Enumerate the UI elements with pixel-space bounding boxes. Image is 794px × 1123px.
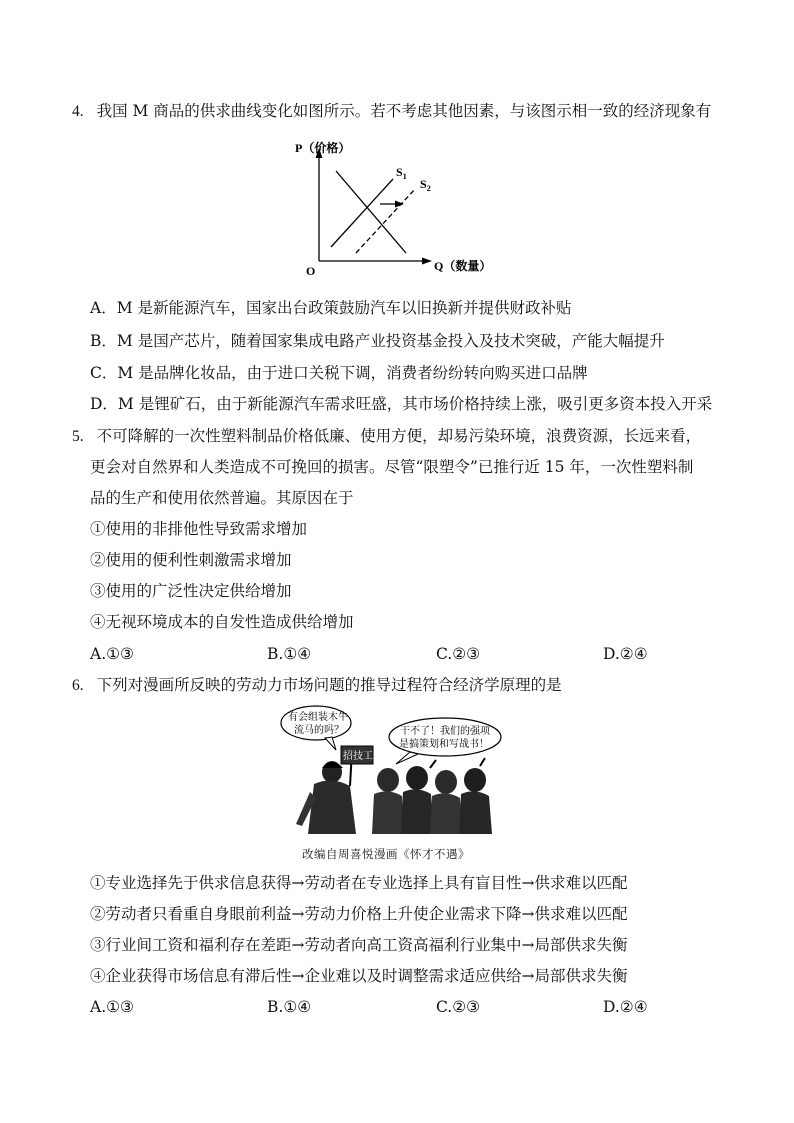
q4-supply-demand-graph <box>288 134 508 282</box>
q5-choice-c: C.②③ <box>436 645 481 663</box>
q5-stem-line-3: 品的生产和使用依然普遍。其原因在于 <box>90 489 354 507</box>
recruit-sign-text: 招技工 <box>343 751 373 762</box>
origin-label: O <box>306 264 316 278</box>
q5-number: 5. <box>72 428 84 445</box>
q5-item-4: ④无视环境成本的自发性造成供给增加 <box>90 613 354 631</box>
q6-choice-b: B.①④ <box>267 998 312 1016</box>
q5-choices <box>0 644 794 666</box>
q6-choices <box>0 997 794 1019</box>
bubble-right-line-1: 干不了！我们的强项 <box>400 726 490 737</box>
scholars-group <box>372 758 492 834</box>
q6-item-2: ②劳动者只看重自身眼前利益→劳动力价格上升使企业需求下降→供求难以匹配 <box>90 905 628 923</box>
q6-number: 6. <box>72 677 84 694</box>
q5-choice-a: A.①③ <box>90 645 134 663</box>
q6-choice-c: C.②③ <box>436 998 481 1016</box>
q5-stem-line-2: 更会对自然界和人类造成不可挽回的损害。尽管“限塑令”已推行近 15 年，一次性塑料制 <box>90 458 694 476</box>
q4-option-b: B．M 是国产芯片，随着国家集成电路产业投资基金投入及技术突破，产能大幅提升 <box>90 332 665 350</box>
bubble-right-line-2: 是搞策划和写战书！ <box>399 739 489 750</box>
shift-arrow-head <box>395 201 404 208</box>
supply-curve-s2 <box>356 189 415 253</box>
q5-choice-b: B.①④ <box>267 645 312 663</box>
cartoon-caption: 改编自周喜悦漫画《怀才不遇》 <box>302 847 470 861</box>
q4-option-d: D．M 是锂矿石，由于新能源汽车需求旺盛，其市场价格持续上涨，吸引更多资本投入开采 <box>90 395 713 413</box>
q4-option-c: C．M 是品牌化妆品，由于进口关税下调，消费者纷纷转向购买进口品牌 <box>90 364 588 382</box>
q6-stem: 下列对漫画所反映的劳动力市场问题的推导过程符合经济学原理的是 <box>96 676 562 694</box>
speech-bubble-right <box>389 718 501 756</box>
bubble-left-line-1: 有会组装木牛 <box>288 712 348 723</box>
q6-item-3: ③行业间工资和福利存在差距→劳动者向高工资高福利行业集中→局部供求失衡 <box>90 936 628 954</box>
q6-item-4: ④企业获得市场信息有滞后性→企业难以及时调整需求适应供给→局部供求失衡 <box>90 967 628 985</box>
q6-stem-row <box>72 675 562 696</box>
q4-stem-row <box>72 101 711 122</box>
q6-choice-d: D.②④ <box>603 998 648 1016</box>
q5-stem-line-1 <box>72 426 701 447</box>
q6-item-1: ①专业选择先于供求信息获得→劳动者在专业选择上具有盲目性→供求难以匹配 <box>90 874 628 892</box>
q4-stem: 我国 M 商品的供求曲线变化如图所示。若不考虑其他因素，与该图示相一致的经济现象有 <box>96 102 712 120</box>
q6-cartoon <box>270 702 520 842</box>
s2-label: $S_2$ <box>420 177 431 193</box>
y-axis-label: P（价格） <box>295 141 351 155</box>
q4-option-a: A．M 是新能源汽车，国家出台政策鼓励汽车以旧换新并提供财政补贴 <box>90 299 572 317</box>
q5-item-2: ②使用的便利性刺激需求增加 <box>90 551 292 569</box>
supply-curve-s1 <box>331 179 393 247</box>
q5-stem-text-1: 不可降解的一次性塑料制品价格低廉、使用方便，却易污染环境，浪费资源，长远来看， <box>96 427 702 445</box>
q5-choice-d: D.②④ <box>603 645 648 663</box>
q4-number: 4. <box>72 103 84 120</box>
x-axis-arrow <box>422 258 432 265</box>
s1-label: $S_1$ <box>396 165 407 181</box>
q5-item-1: ①使用的非排他性导致需求增加 <box>90 520 308 538</box>
x-axis-label: Q（数量） <box>434 259 492 273</box>
q5-item-3: ③使用的广泛性决定供给增加 <box>90 582 292 600</box>
bubble-left-line-2: 流马的吗？ <box>294 725 344 736</box>
demand-curve <box>336 171 406 253</box>
q6-choice-a: A.①③ <box>90 998 134 1016</box>
